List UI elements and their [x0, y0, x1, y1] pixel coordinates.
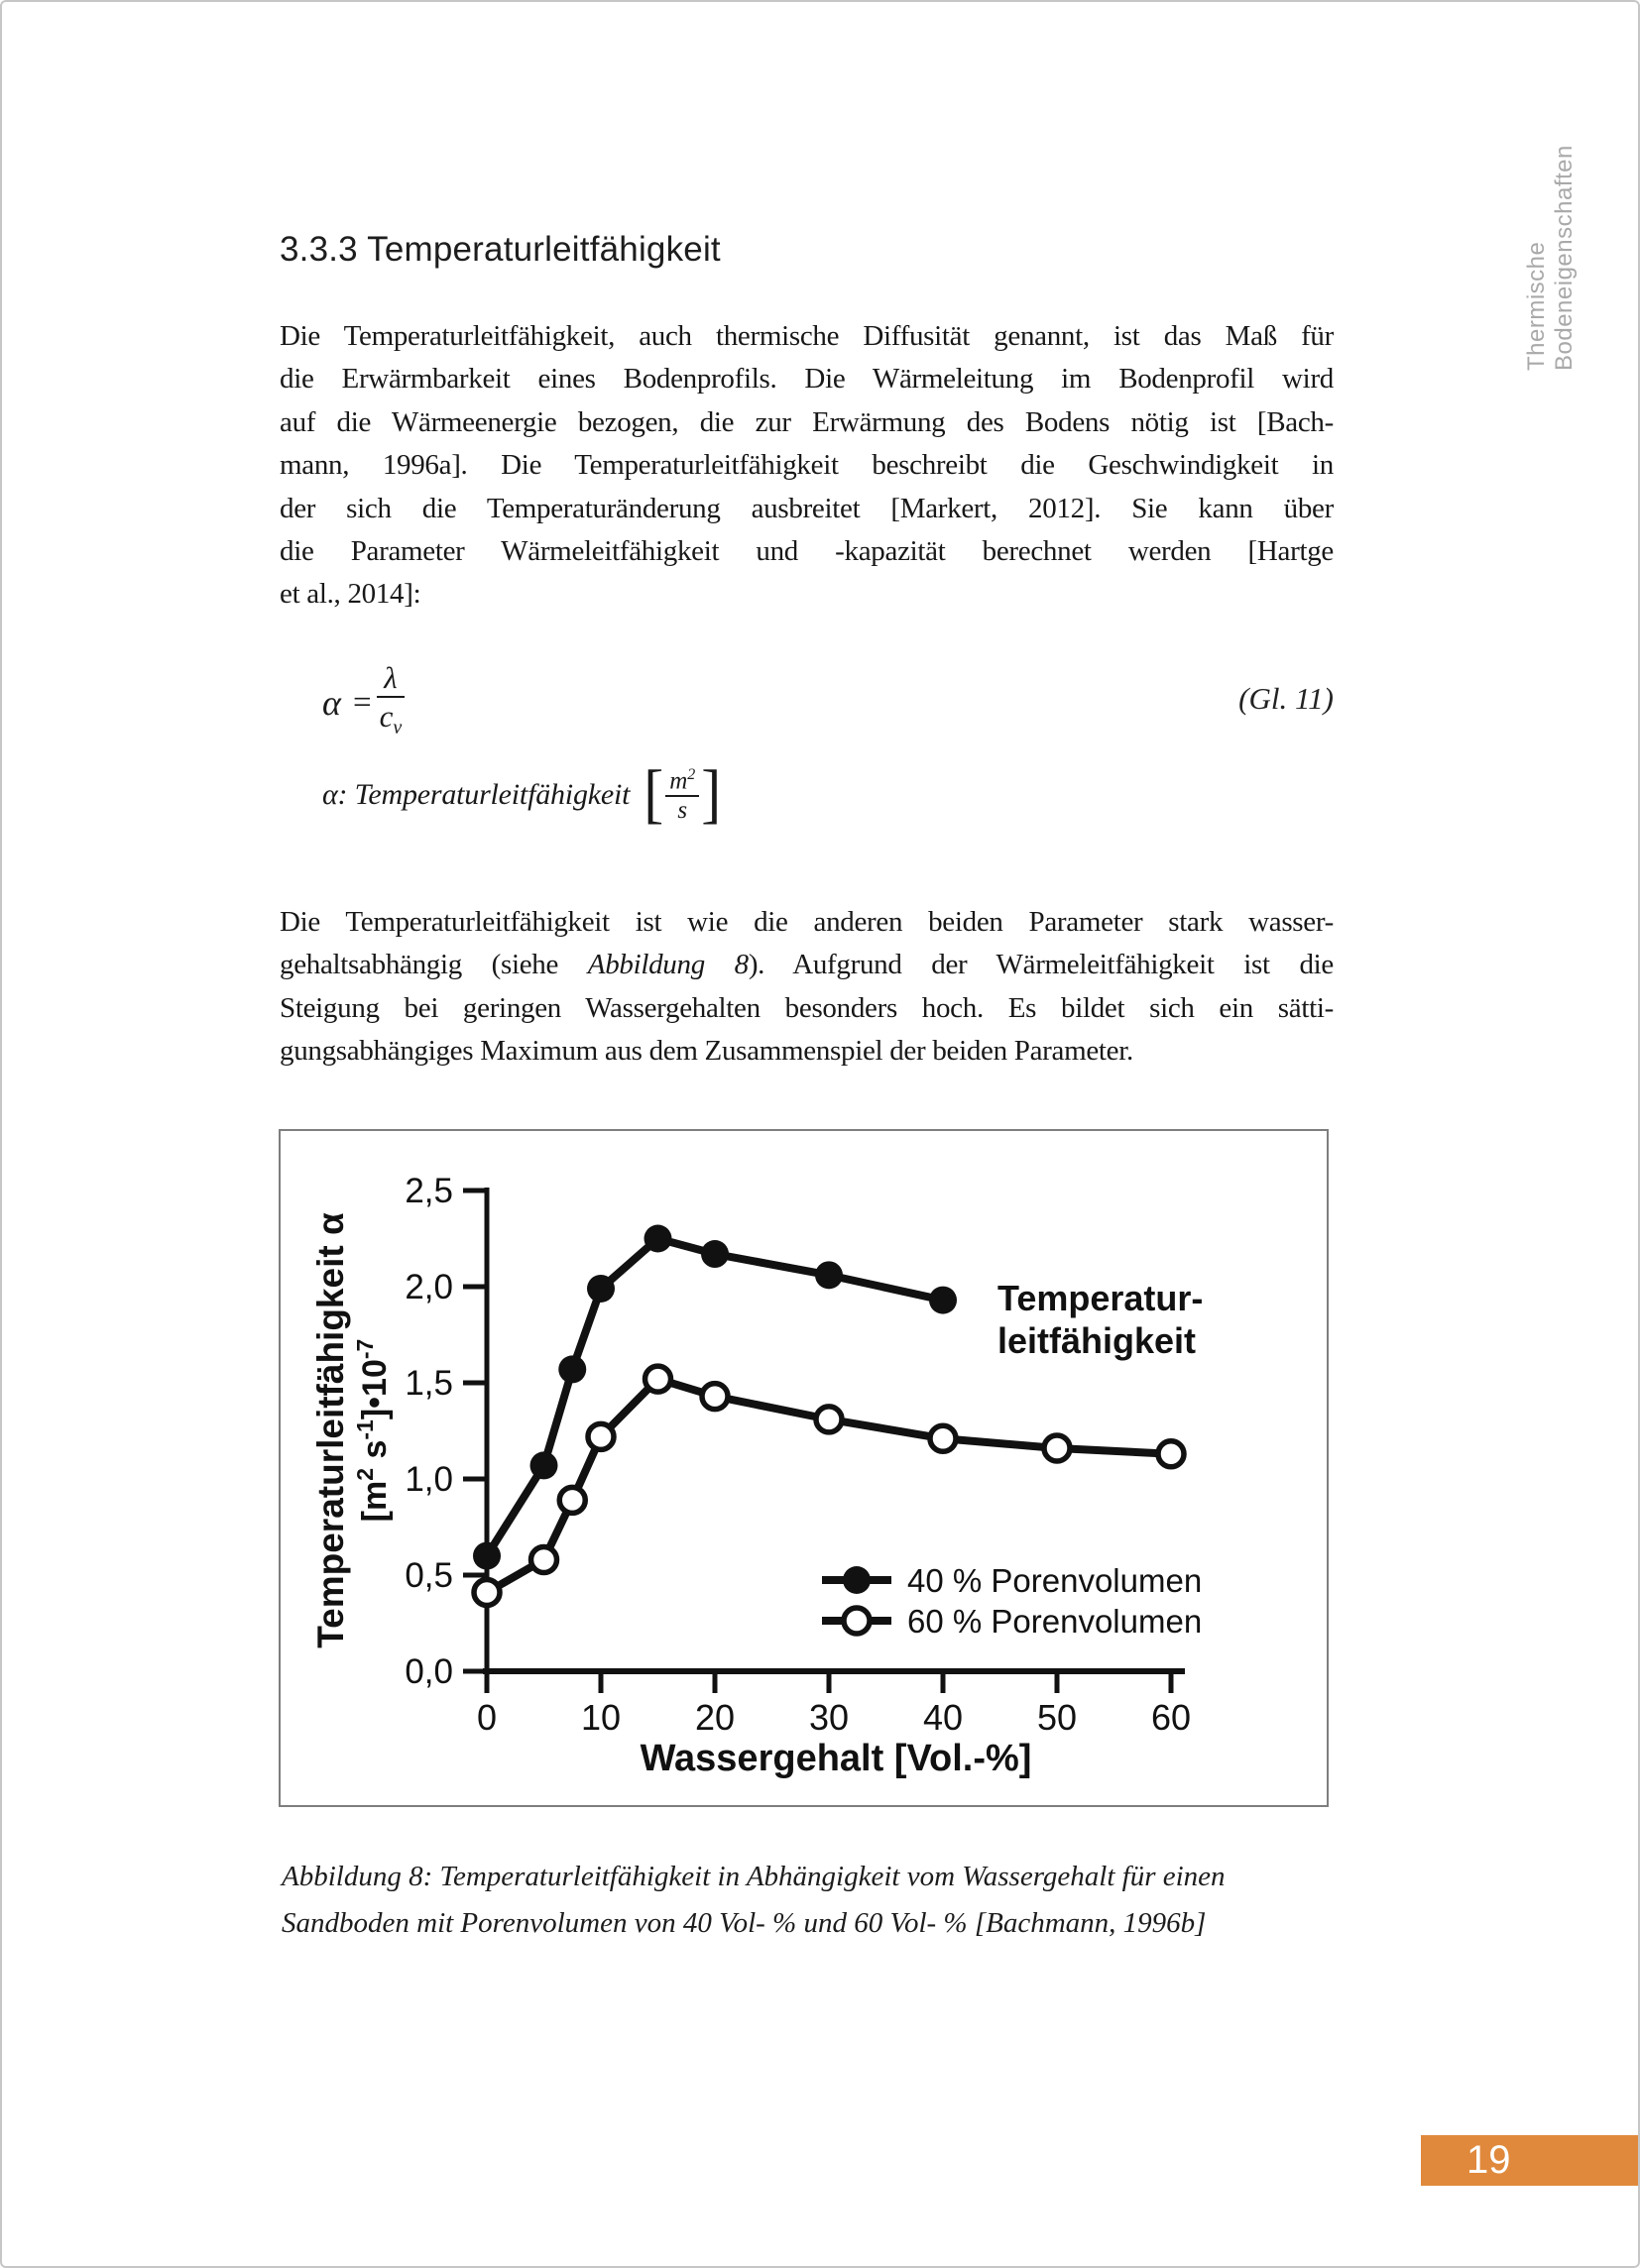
text-line: auf die Wärmeenergie bezogen, die zur Erwärmung des Bodens nötig ist [Bach-	[280, 405, 1334, 438]
equation-alpha-symbol: α	[322, 683, 341, 724]
open-circle-marker	[559, 1487, 585, 1513]
open-circle-marker	[474, 1579, 500, 1605]
filled-circle-marker	[558, 1355, 586, 1383]
filled-circle-marker	[843, 1566, 871, 1594]
x-tick-label: 20	[694, 1697, 736, 1738]
page-number-box	[1421, 2135, 1640, 2186]
caption-line: Abbildung 8: Temperaturleitfähigkeit in Abhängigkeit vom Wassergehalt für einen	[282, 1861, 1226, 1892]
open-circle-marker	[588, 1423, 614, 1449]
x-tick-label: 30	[808, 1697, 850, 1738]
text-line: der sich die Temperaturänderung ausbreitet [Markert, 2012]. Sie kann über	[280, 492, 1334, 524]
open-circle-marker	[816, 1407, 842, 1432]
text-line: Steigung bei geringen Wassergehalten besonders hoch. Es bildet sich ein sätti-	[280, 991, 1334, 1024]
chart-annotation: Temperatur-	[997, 1278, 1204, 1318]
y-tick-label: 0,0	[405, 1652, 453, 1691]
open-circle-marker	[645, 1366, 671, 1392]
chart-annotation: leitfähigkeit	[997, 1320, 1197, 1361]
legend-label: 60 % Porenvolumen	[907, 1603, 1203, 1640]
alpha-definition	[322, 756, 722, 831]
y-axis-title: Temperaturleitfähigkeit α	[310, 1212, 351, 1648]
right-bracket: ]	[701, 756, 722, 831]
x-tick-label: 40	[922, 1697, 964, 1738]
equation-numerator: λ	[377, 660, 404, 698]
line-chart	[281, 1131, 1327, 1805]
open-circle-marker	[930, 1425, 956, 1451]
text-line: mann, 1996a]. Die Temperaturleitfähigkeit beschreibt die Geschwindigkeit in	[280, 449, 1334, 482]
legend-label: 40 % Porenvolumen	[907, 1562, 1203, 1599]
text-line: et al., 2014]:	[280, 578, 421, 611]
filled-circle-marker	[473, 1542, 501, 1570]
filled-circle-marker	[644, 1225, 672, 1253]
open-circle-marker	[1158, 1441, 1184, 1467]
figure-8-chart	[279, 1129, 1329, 1807]
open-circle-marker	[1044, 1435, 1070, 1461]
y-tick-label: 1,0	[405, 1460, 453, 1499]
x-tick-label: 0	[476, 1697, 498, 1738]
text-line: gungsabhängiges Maximum aus dem Zusammenspiel der beiden Parameter.	[280, 1035, 1133, 1068]
y-tick-label: 2,0	[405, 1268, 453, 1306]
filled-circle-marker	[701, 1240, 729, 1268]
text-line: die Parameter Wärmeleitfähigkeit und -kapazität berechnet werden [Hartge	[280, 535, 1334, 568]
y-tick-label: 1,5	[405, 1364, 453, 1403]
figure-caption	[282, 1854, 1283, 1947]
equation-equals-sign: =	[350, 684, 374, 721]
x-tick-label: 60	[1150, 1697, 1192, 1738]
equation-number-label: (Gl. 11)	[1238, 681, 1334, 716]
x-tick-label: 50	[1036, 1697, 1078, 1738]
y-axis-unit: [$m^2$ $s^{-1}]•10^{-7}$	[352, 1338, 394, 1523]
open-circle-marker	[844, 1608, 870, 1634]
filled-circle-marker	[815, 1261, 843, 1289]
x-axis-title: Wassergehalt [Vol.-%]	[640, 1738, 1032, 1779]
y-tick-label: 0,5	[405, 1556, 453, 1595]
paragraph-1	[280, 315, 1334, 617]
unit-fraction: $\frac{m^2}{s}$	[665, 761, 699, 825]
caption-line: Sandboden mit Porenvolumen von 40 Vol- % und 60 Vol- % [Bachmann, 1996b]	[282, 1907, 1207, 1939]
page-number: 19	[1466, 2138, 1511, 2182]
filled-circle-marker	[929, 1287, 957, 1314]
x-tick-label: 10	[580, 1697, 622, 1738]
filled-circle-marker	[530, 1451, 558, 1479]
equation-denominator: $c_v$	[379, 699, 403, 739]
open-circle-marker	[702, 1384, 728, 1410]
open-circle-marker	[531, 1546, 557, 1572]
y-tick-label: 2,5	[405, 1172, 453, 1210]
left-bracket: [	[644, 756, 664, 831]
chapter-sidebar-label: Thermische Bodeneigenschaften	[1523, 145, 1578, 371]
alpha-definition-text: α: Temperaturleitfähigkeit	[322, 778, 631, 812]
text-line: Die Temperaturleitfähigkeit, auch thermische Diffusität genannt, ist das Maß für	[280, 320, 1334, 352]
text-line: gehaltsabhängig (siehe Abbildung 8). Aufgrund der Wärmeleitfähigkeit ist die	[280, 949, 1335, 981]
filled-circle-marker	[587, 1275, 615, 1303]
paragraph-2	[280, 901, 1334, 1074]
text-line: Die Temperaturleitfähigkeit ist wie die anderen beiden Parameter stark wasser-	[280, 906, 1334, 938]
text-line: die Erwärmbarkeit eines Bodenprofils. Die Wärmeleitung im Bodenprofil wird	[280, 363, 1334, 396]
section-heading: 3.3.3 Temperaturleitfähigkeit	[280, 230, 721, 269]
